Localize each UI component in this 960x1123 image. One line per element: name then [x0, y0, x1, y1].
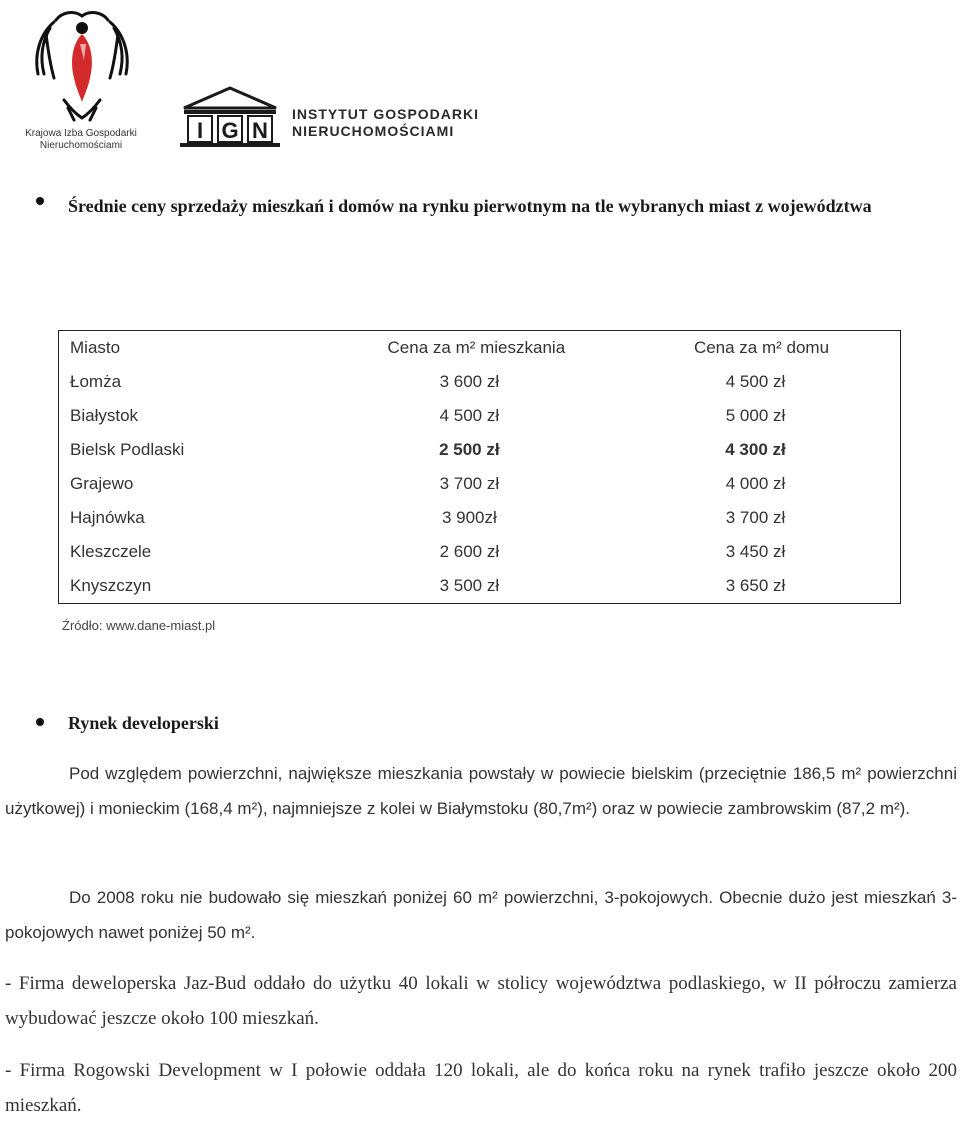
house-price-cell: 3 650 zł — [611, 569, 900, 604]
paragraph-jaz-bud: - Firma deweloperska Jaz-Bud oddało do użytku 40 lokali w stolicy województwa podlaskiego, w II półroczu zamierza wybudować jeszcze około 100 mieszkań. — [5, 973, 957, 1029]
table-row-highlighted — [59, 433, 901, 467]
house-price-cell: 4 500 zł — [611, 365, 900, 399]
flat-price-cell: 4 500 zł — [439, 406, 500, 425]
kigin-name-line1: Krajowa Izba Gospodarki — [25, 128, 137, 139]
table-row — [59, 535, 901, 569]
kigin-logo — [22, 4, 142, 156]
table-row — [59, 467, 901, 501]
ign-letter-n: N — [252, 118, 268, 143]
table-row — [59, 569, 901, 604]
house-price-cell: 4 300 zł — [611, 433, 900, 467]
ign-letter-i: I — [196, 118, 204, 143]
table-source-note: Źródło: www.dane-miast.pl — [62, 618, 216, 633]
city-cell: Białystok — [59, 399, 328, 433]
bullet-point-icon — [36, 718, 44, 726]
column-header-flat-price: Cena za m² mieszkania — [328, 331, 611, 366]
flat-price-cell: 2 600 zł — [439, 542, 500, 561]
flat-price-cell: 3 900zł — [441, 508, 497, 527]
ign-name-line1: INSTYTUT GOSPODARKI — [292, 106, 480, 122]
kigin-name-line2: Nieruchomościami — [39, 140, 123, 151]
house-price-cell: 3 700 zł — [611, 501, 900, 535]
eagle-emblem-icon — [30, 4, 134, 126]
ign-letter-g: G — [221, 118, 239, 143]
ign-name-line2: NIERUCHOMOŚCIAMI — [292, 123, 455, 139]
section-heading-developer-market: Rynek developerski — [68, 713, 219, 733]
city-cell: Knyszczyn — [59, 569, 328, 604]
city-cell: Hajnówka — [59, 501, 328, 535]
table-header-row — [59, 331, 901, 366]
table-row — [59, 399, 901, 433]
price-table — [58, 330, 901, 604]
flat-price-cell: 3 500 zł — [328, 569, 611, 604]
flat-price-cell: 3 700 zł — [439, 474, 500, 493]
table-row — [59, 501, 901, 535]
house-price-cell: 5 000 zł — [611, 399, 900, 433]
table-row — [59, 365, 901, 399]
section-heading-prices: Średnie ceny sprzedaży mieszkań i domów na rynku pierwotnym na tle wybranych miast z województwa — [68, 196, 872, 216]
building-columns-icon — [178, 86, 282, 148]
paragraph-room-stats: Do 2008 roku nie budowało się mieszkań poniżej 60 m² powierzchni, 3-pokojowych. Obecnie dużo jest mieszkań 3-pokojowych nawet poniżej 50 m². — [5, 888, 957, 942]
house-price-cell: 3 450 zł — [611, 535, 900, 569]
house-price-cell: 4 000 zł — [611, 467, 900, 501]
city-cell: Kleszczele — [59, 535, 328, 569]
city-cell: Łomża — [59, 365, 328, 399]
column-header-city: Miasto — [59, 331, 328, 366]
flat-price-cell: 3 600 zł — [439, 372, 500, 391]
city-cell: Bielsk Podlaski — [59, 433, 328, 467]
ign-logo — [178, 86, 478, 148]
flat-price-cell: 2 500 zł — [439, 440, 500, 459]
column-header-house-price: Cena za m² domu — [611, 331, 900, 366]
bullet-point-icon — [36, 197, 44, 205]
city-cell: Grajewo — [59, 467, 328, 501]
paragraph-rogowski: - Firma Rogowski Development w I połowie oddała 120 lokali, ale do końca roku na rynek trafiło jeszcze około 200 mieszkań. — [5, 1060, 957, 1116]
paragraph-area-stats: Pod względem powierzchni, największe mieszkania powstały w powiecie bielskim (przeciętnie 186,5 m² powierzchni użytkowej) i monieckim (168,4 m²), najmniejsze z kolei w Białymstoku (80,7m²) oraz w powiecie zambrowskim (87,2 m²). — [5, 764, 957, 818]
